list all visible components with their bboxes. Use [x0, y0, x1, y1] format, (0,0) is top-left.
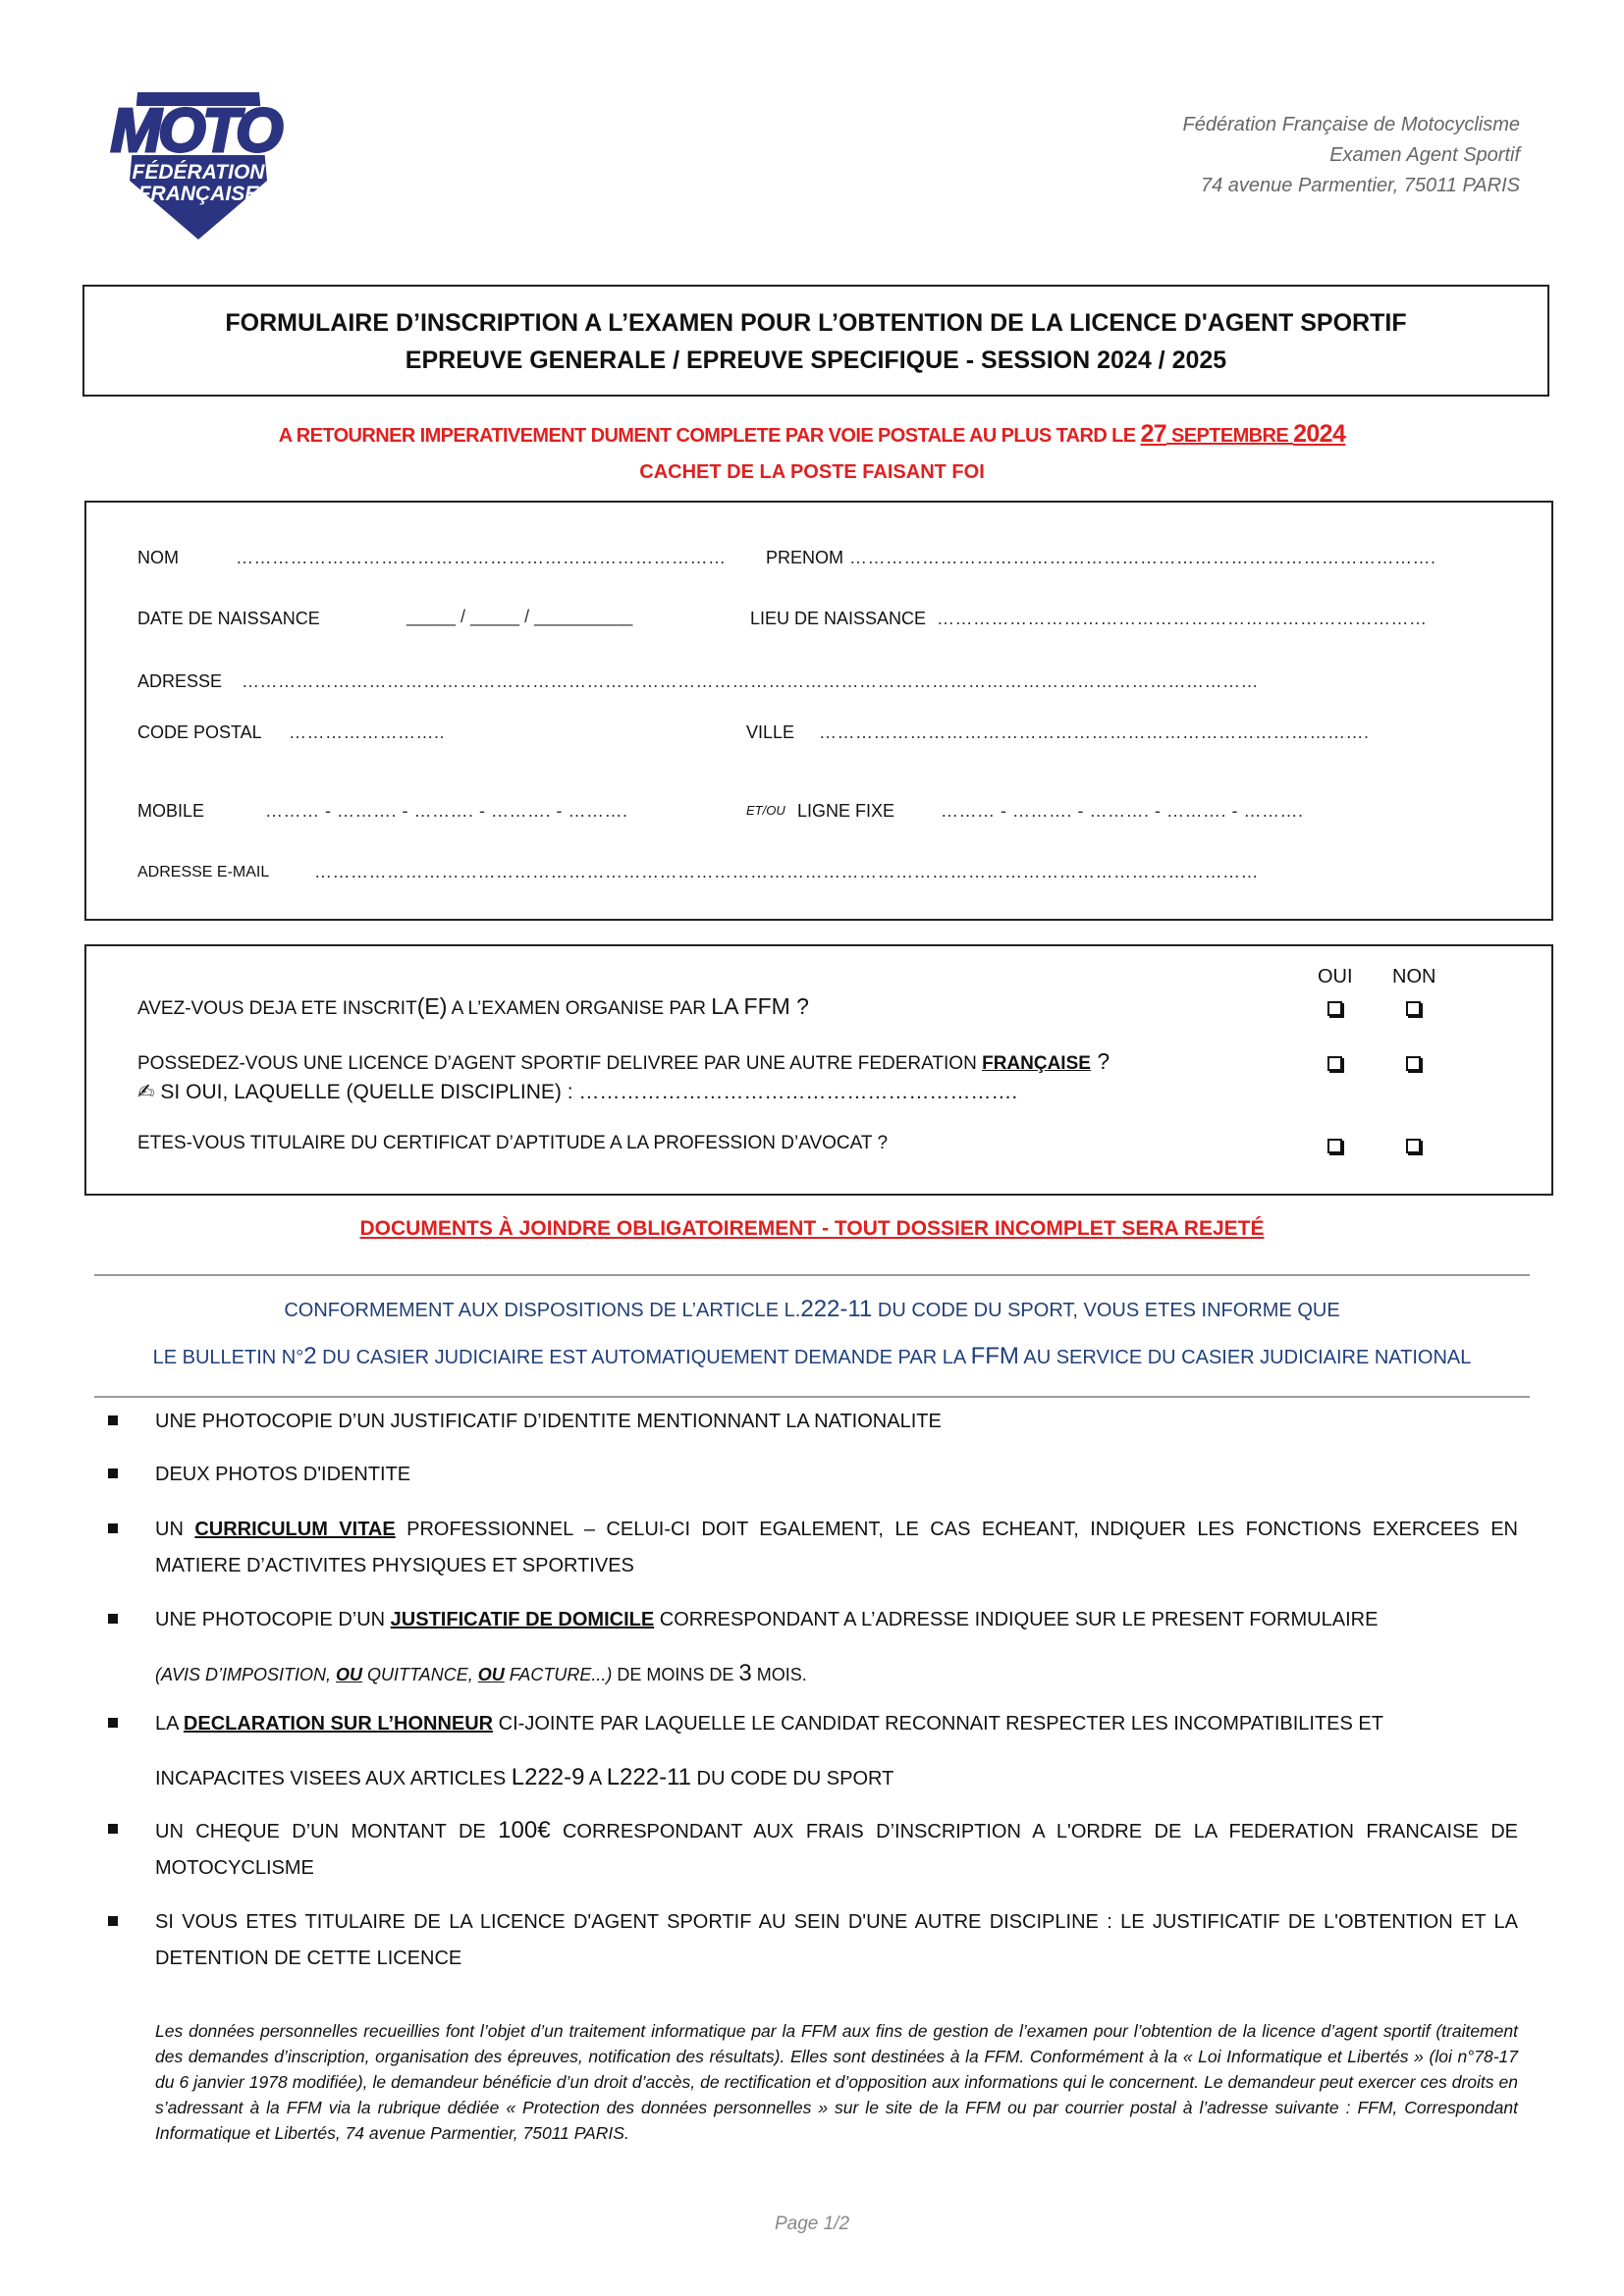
adresse-field[interactable]: ……………………………………………………………………………………………………………………………………………………: [242, 671, 1259, 691]
decl-g: L222-11: [606, 1764, 691, 1790]
oui-header: OUI: [1318, 966, 1353, 988]
organisation-address: [1183, 110, 1520, 201]
legal2-c: DU CASIER JUDICIAIRE EST AUTOMATIQUEMENT DEMANDE PAR LA: [316, 1347, 971, 1368]
svg-text:FRANÇAISE: FRANÇAISE: [137, 183, 259, 205]
bullet-4: [108, 1614, 118, 1624]
bullet-3: [108, 1523, 118, 1533]
q2-non-checkbox[interactable]: [1406, 1056, 1421, 1071]
page-number: Page 1/2: [774, 2214, 850, 2234]
form-title-box: [82, 285, 1549, 397]
cheque-b: 100€: [498, 1817, 551, 1843]
dom-b: JUSTIFICATIF DE DOMICILE: [390, 1609, 655, 1630]
q1-text-d: LA FFM ?: [711, 993, 809, 1019]
mobile-label: MOBILE: [137, 801, 205, 821]
privacy-notice: Les données personnelles recueillies font l’objet d’un traitement informatique par la FFM aux fins de gestion de l’examen pour l’obtention de la licence d’agent sportif (traitement des demandes d’inscription, organisation des épreuves, notification des résultats). Elles sont destinées à la FFM. Conformément à la « Loi Informatique et Libertés » (loi n°78-17 du 6 janvier 1978 modifiée), le demandeur bénéficie d’un droit d’accès, de rectification et d’opposition aux informations qui le concernent. Le demandeur peut exercer ces droits en s’adressant à la FFM via la rubrique dédiée « Protection des données personnelles » sur le site de la FFM ou par courrier postal à l’adresse suivante : FFM, Correspondant Informatique et Libertés, 74 avenue Parmentier, 75011 PARIS.: [155, 2021, 1518, 2143]
postmark-notice: CACHET DE LA POSTE FAISANT FOI: [639, 461, 985, 483]
q1-text-a: AVEZ-VOUS DEJA ETE INSCRIT: [137, 998, 417, 1019]
question-lawyer-certificate: ETES-VOUS TITULAIRE DU CERTIFICAT D’APTITUDE A LA PROFESSION D’AVOCAT ?: [137, 1133, 889, 1153]
q2-text-a: POSSEDEZ-VOUS UNE LICENCE D’AGENT SPORTIF DELIVREE PAR UNE AUTRE FEDERATION: [137, 1053, 983, 1074]
nom-label: NOM: [137, 548, 179, 567]
legal1-b: 222-11: [800, 1296, 873, 1322]
dom-a: UNE PHOTOCOPIE D’UN: [155, 1609, 391, 1630]
lieu-naissance-field[interactable]: ………………………………………………………………………: [937, 609, 1428, 628]
legal2-b: 2: [303, 1343, 317, 1369]
ligne-fixe-field[interactable]: ……… - ………. - ………. - ………. - ……….: [941, 801, 1304, 821]
q1-oui-checkbox[interactable]: [1327, 1001, 1342, 1016]
divider-bottom: [94, 1396, 1530, 1398]
org-department: Examen Agent Sportif: [1329, 144, 1520, 166]
deadline-year: 2024: [1293, 420, 1346, 448]
code-postal-field[interactable]: ……………………..: [289, 722, 446, 742]
email-field[interactable]: …………………………………………………………………………………………………………………………………………: [314, 862, 1259, 881]
deadline-notice: [0, 420, 1624, 449]
code-postal-label: CODE POSTAL: [137, 722, 262, 742]
note-e: 3: [738, 1660, 752, 1686]
note-ou1: OU: [336, 1665, 363, 1684]
doc-item-cheque: [155, 1812, 1518, 1887]
decl-d: INCAPACITES VISEES AUX ARTICLES: [155, 1768, 512, 1789]
prenom-field[interactable]: …………………………………………………………………………………….: [849, 548, 1436, 567]
decl-h: DU CODE DU SPORT: [691, 1768, 894, 1789]
q2-text-francaise: FRANÇAISE: [982, 1053, 1091, 1074]
bullet-1: [108, 1415, 118, 1425]
org-street: 74 avenue Parmentier, 75011 PARIS: [1200, 175, 1520, 196]
question-other-licence-discipline[interactable]: ✍ SI OUI, LAQUELLE (QUELLE DISCIPLINE) : ……………………………………………………….: [137, 1081, 1018, 1103]
lieu-naissance-label: LIEU DE NAISSANCE: [750, 609, 927, 628]
legal2-e: AU SERVICE DU CASIER JUDICIAIRE NATIONAL: [1018, 1347, 1472, 1368]
cv-c: PROFESSIONNEL – CELUI-CI DOIT EGALEMENT, LE CAS ECHEANT, INDIQUER LES FONCTIONS EXERCEES EN MATIERE D’ACTIVITES PHYSIQUES ET SPORTIVES: [155, 1519, 1518, 1576]
note-b: QUITTANCE,: [362, 1665, 478, 1684]
legal1-c: DU CODE DU SPORT, VOUS ETES INFORME QUE: [872, 1300, 1340, 1321]
legal-notice-line1: [0, 1296, 1624, 1323]
q1-text-b: (E): [416, 993, 448, 1019]
note-f: MOIS.: [751, 1665, 807, 1684]
doc-item-photos: DEUX PHOTOS D'IDENTITE: [155, 1464, 411, 1485]
cheque-c: CORRESPONDANT AUX FRAIS D’INSCRIPTION A L'ORDRE DE LA FEDERATION FRANCAISE DE MOTOCYCLISME: [155, 1821, 1518, 1879]
doc-item-identity: UNE PHOTOCOPIE D’UN JUSTIFICATIF D’IDENTITE MENTIONNANT LA NATIONALITE: [155, 1411, 942, 1432]
q1-text-c: A L’EXAMEN ORGANISE PAR: [447, 998, 712, 1019]
doc-item-declaration-articles: [155, 1759, 1518, 1797]
bullet-7: [108, 1916, 118, 1926]
doc-item-domicile: [155, 1602, 1518, 1638]
prenom-label: PRENOM: [766, 548, 844, 567]
adresse-label: ADRESSE: [137, 671, 223, 691]
note-ou2: OU: [477, 1665, 505, 1684]
question-already-registered: [137, 993, 809, 1020]
form-title: FORMULAIRE D’INSCRIPTION A L’EXAMEN POUR L’OBTENTION DE LA LICENCE D'AGENT SPORTIF: [225, 309, 1407, 337]
deadline-month: SEPTEMBRE: [1166, 425, 1294, 447]
dom-c: CORRESPONDANT A L’ADRESSE INDIQUEE SUR LE PRESENT FORMULAIRE: [654, 1609, 1379, 1630]
ligne-fixe-label: LIGNE FIXE: [797, 801, 895, 821]
svg-text:FÉDÉRATION: FÉDÉRATION: [132, 161, 265, 184]
cv-a: UN: [155, 1519, 195, 1540]
cv-b: CURRICULUM VITAE: [194, 1519, 396, 1540]
deadline-text: A RETOURNER IMPERATIVEMENT DUMENT COMPLETE PAR VOIE POSTALE AU PLUS TARD LE: [278, 425, 1141, 447]
q1-non-checkbox[interactable]: [1406, 1001, 1421, 1016]
question-other-licence: [137, 1048, 1110, 1075]
bullet-5: [108, 1718, 118, 1728]
note-c: FACTURE...): [504, 1665, 613, 1684]
org-name: Fédération Française de Motocyclisme: [1182, 114, 1520, 135]
date-naissance-field[interactable]: _____ / _____ / __________: [406, 607, 633, 626]
legal2-d: FFM: [970, 1343, 1019, 1369]
bullet-2: [108, 1468, 118, 1478]
ville-field[interactable]: ……………………………………………………………………………….: [819, 722, 1370, 742]
legal-notice-line2: [0, 1343, 1624, 1370]
decl-a: LA: [155, 1713, 184, 1735]
bullet-6: [108, 1824, 118, 1834]
date-naissance-label: DATE DE NAISSANCE: [137, 609, 320, 628]
non-header: NON: [1392, 966, 1436, 988]
deadline-day: 27: [1140, 420, 1167, 448]
ffm-logo: [86, 82, 304, 247]
mobile-field[interactable]: ……… - ………. - ………. - ………. - ……….: [265, 801, 628, 821]
legal1-a: CONFORMEMENT AUX DISPOSITIONS DE L’ARTICLE L.: [284, 1300, 801, 1321]
decl-e: L222-9: [511, 1764, 585, 1790]
form-subtitle: EPREUVE GENERALE / EPREUVE SPECIFIQUE - SESSION 2024 / 2025: [405, 347, 1227, 374]
q3-oui-checkbox[interactable]: [1327, 1139, 1342, 1153]
ville-label: VILLE: [746, 722, 795, 742]
svg-text:MOTO: MOTO: [110, 97, 281, 165]
q2-oui-checkbox[interactable]: [1327, 1056, 1342, 1071]
cheque-a: UN CHEQUE D’UN MONTANT DE: [155, 1821, 499, 1842]
divider-top: [94, 1274, 1530, 1276]
questions-section: [84, 944, 1553, 1196]
note-a: (AVIS D’IMPOSITION,: [155, 1665, 337, 1684]
et-ou-label: ET/OU: [746, 803, 785, 818]
note-d: DE MOINS DE: [612, 1665, 739, 1684]
identity-section: [84, 501, 1553, 921]
doc-item-declaration: [155, 1706, 1518, 1742]
decl-c: CI-JOINTE PAR LAQUELLE LE CANDIDAT RECONNAIT RESPECTER LES INCOMPATIBILITES ET: [493, 1713, 1383, 1735]
q3-non-checkbox[interactable]: [1406, 1139, 1421, 1153]
doc-item-other-licence: SI VOUS ETES TITULAIRE DE LA LICENCE D'AGENT SPORTIF AU SEIN D'UNE AUTRE DISCIPLINE : LE JUSTIFICATIF DE L'OBTENTION ET LA DETENTION DE CETTE LICENCE: [155, 1911, 1518, 1969]
doc-item-domicile-note: [155, 1655, 1518, 1693]
nom-field[interactable]: ………………………………………………………………………: [236, 548, 727, 567]
legal2-a: LE BULLETIN N°: [152, 1347, 304, 1368]
decl-b: DECLARATION SUR L’HONNEUR: [183, 1713, 494, 1735]
decl-f: A: [584, 1768, 607, 1789]
documents-heading: DOCUMENTS À JOINDRE OBLIGATOIREMENT - TOUT DOSSIER INCOMPLET SERA REJETÉ: [359, 1217, 1265, 1240]
email-label: ADRESSE E-MAIL: [137, 864, 270, 881]
q2-text-c: ?: [1090, 1048, 1110, 1074]
doc-item-cv: [155, 1512, 1518, 1584]
